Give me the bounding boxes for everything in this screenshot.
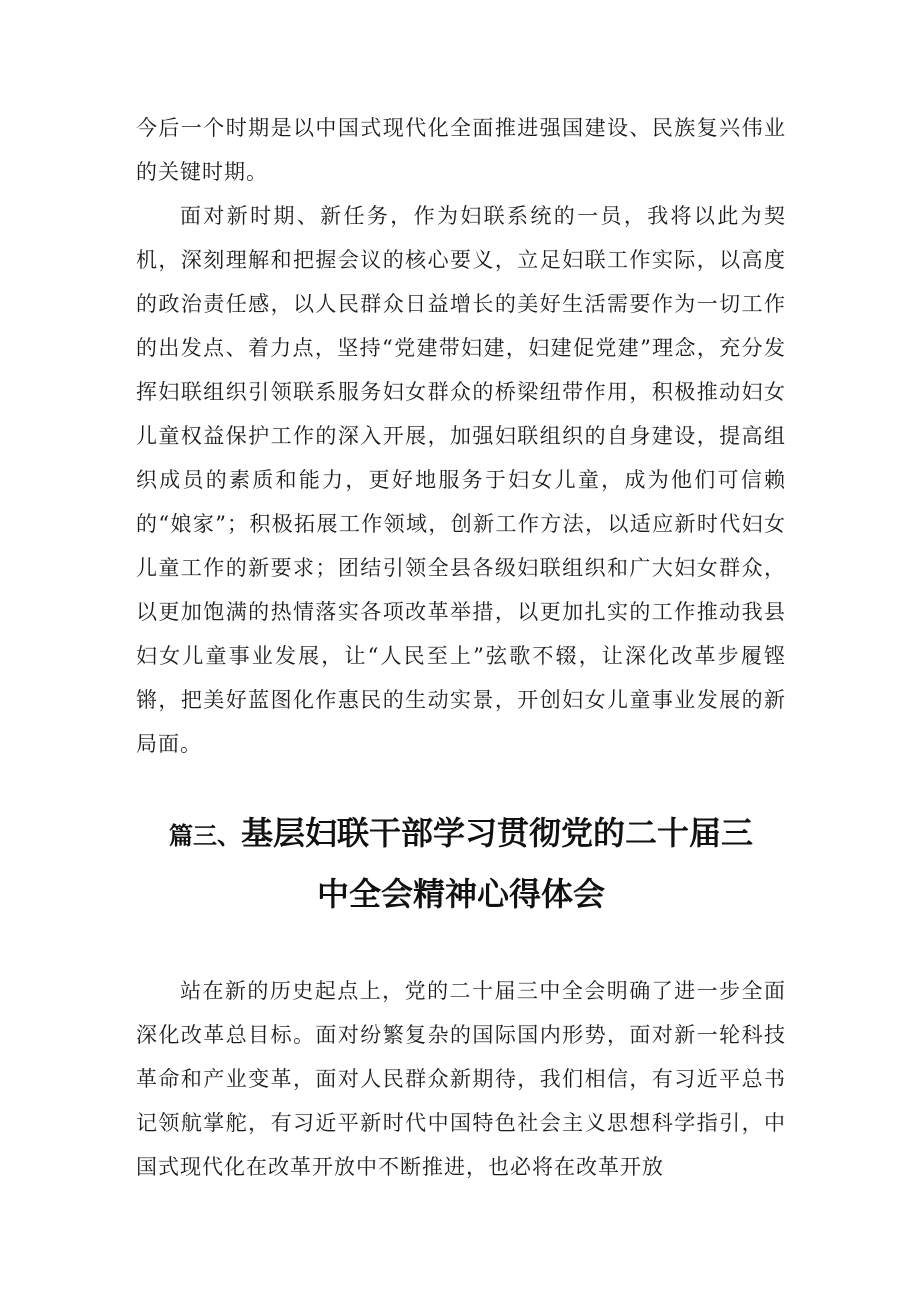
section-number: 篇三、	[168, 822, 241, 850]
section-title-line1: 基层妇联干部学习贯彻党的二十届三	[240, 814, 753, 852]
document-body	[136, 106, 786, 1189]
paragraph-continuation: 今后一个时期是以中国式现代化全面推进强国建设、民族复兴伟业的关键时期。	[136, 116, 786, 184]
section-title-line2: 中全会精神心得体会	[316, 875, 605, 913]
section-heading	[136, 804, 786, 923]
paragraph-commitment: 面对新时期、新任务，作为妇联系统的一员，我将以此为契机，深刻理解和把握会议的核心要义，立足妇联工作实际，以高度的政治责任感，以人民群众日益增长的美好生活需要作为一切工作的出发点、着力点，坚持“党建带妇建，妇建促党建”理念，充分发挥妇联组织引领联系服务妇女群众的桥梁纽带作用，积极推动妇女儿童权益保护工作的深入开展，加强妇联组织的自身建设，提高组织成员的素质和能力，更好地服务于妇女儿童，成为他们可信赖的“娘家”；积极拓展工作领域，创新工作方法，以适应新时代妇女儿童工作的新要求；团结引领全县各级妇联组织和广大妇女群众，以更加饱满的热情落实各项改革举措，以更加扎实的工作推动我县妇女儿童事业发展，让“人民至上”弦歌不辍，让深化改革步履铿锵，把美好蓝图化作惠民的生动实景，开创妇女儿童事业发展的新局面。	[136, 204, 786, 756]
paragraph-intro: 站在新的历史起点上，党的二十届三中全会明确了进一步全面深化改革总目标。面对纷繁复杂的国际国内形势，面对新一轮科技革命和产业变革，面对人民群众新期待，我们相信，有习近平总书记领航掌舵，有习近平新时代中国特色社会主义思想科学指引，中国式现代化在改革开放中不断推进，也必将在改革开放	[136, 979, 786, 1179]
